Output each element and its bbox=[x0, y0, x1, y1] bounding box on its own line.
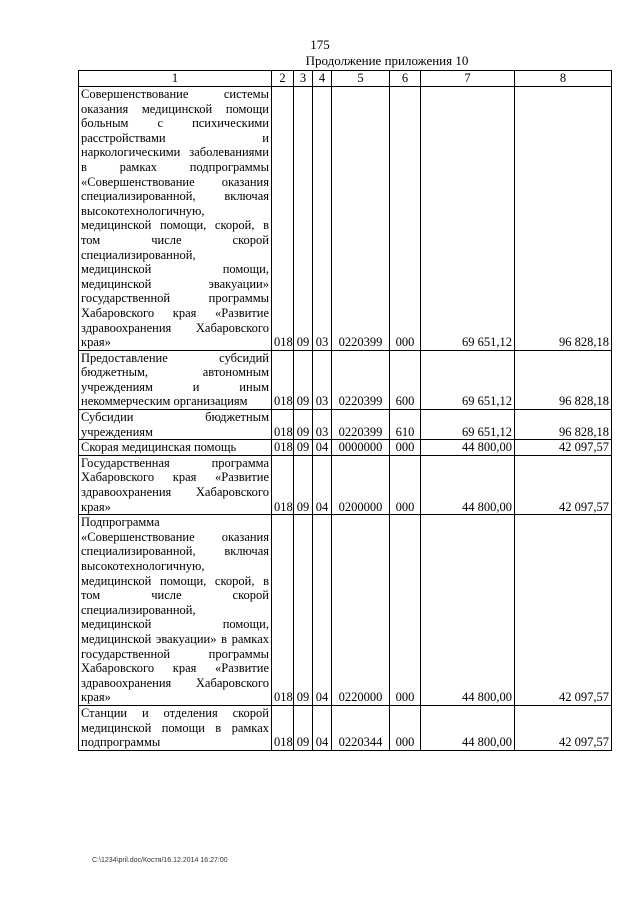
cell-ministry: 018 bbox=[272, 350, 294, 409]
header-col-5: 5 bbox=[332, 71, 390, 87]
cell-amount-2: 42 097,57 bbox=[515, 515, 612, 706]
table-row bbox=[79, 515, 612, 706]
cell-amount-1: 69 651,12 bbox=[421, 350, 515, 409]
cell-amount-2: 96 828,18 bbox=[515, 350, 612, 409]
row-name: Предоставление субсидий бюджетным, автономным учреждениям и иным некоммерческим организациям bbox=[79, 350, 272, 409]
cell-subsection: 04 bbox=[313, 705, 332, 750]
cell-expense-type: 000 bbox=[390, 87, 421, 351]
cell-subsection: 03 bbox=[313, 410, 332, 440]
cell-target-article: 0220399 bbox=[332, 87, 390, 351]
cell-amount-2: 96 828,18 bbox=[515, 87, 612, 351]
cell-target-article: 0220000 bbox=[332, 515, 390, 706]
cell-amount-2: 42 097,57 bbox=[515, 440, 612, 456]
row-name: Совершенствование системы оказания медицинской помощи больным с психическими расстройствами и наркологическими заболеваниями в рамках подпрограммы «Совершенствование оказания специализированной, включая высокотехнологичную, медицинской помощи, скорой, в том числе скорой специализированной, медицинской помощи, медицинской эвакуации» государственной программы Хабаровского края «Развитие здравоохранения Хабаровского края» bbox=[79, 87, 272, 351]
appendix-caption: Продолжение приложения 10 bbox=[305, 53, 469, 68]
cell-amount-2: 42 097,57 bbox=[515, 705, 612, 750]
header-col-8: 8 bbox=[515, 71, 612, 87]
header-col-1: 1 bbox=[79, 71, 272, 87]
header-row bbox=[79, 71, 612, 87]
row-name: Скорая медицинская помощь bbox=[79, 440, 272, 456]
cell-target-article: 0220344 bbox=[332, 705, 390, 750]
table-row bbox=[79, 440, 612, 456]
cell-subsection: 04 bbox=[313, 440, 332, 456]
cell-amount-1: 44 800,00 bbox=[421, 705, 515, 750]
cell-ministry: 018 bbox=[272, 455, 294, 514]
header-col-3: 3 bbox=[294, 71, 313, 87]
cell-section: 09 bbox=[294, 410, 313, 440]
cell-ministry: 018 bbox=[272, 440, 294, 456]
budget-table bbox=[78, 70, 612, 751]
cell-expense-type: 000 bbox=[390, 515, 421, 706]
cell-expense-type: 600 bbox=[390, 350, 421, 409]
cell-section: 09 bbox=[294, 455, 313, 514]
cell-target-article: 0220399 bbox=[332, 350, 390, 409]
cell-amount-2: 42 097,57 bbox=[515, 455, 612, 514]
row-name: Станции и отделения скорой медицинской помощи в рамках подпрограммы bbox=[79, 705, 272, 750]
cell-section: 09 bbox=[294, 87, 313, 351]
cell-target-article: 0220399 bbox=[332, 410, 390, 440]
cell-expense-type: 000 bbox=[390, 455, 421, 514]
table-row bbox=[79, 705, 612, 750]
cell-amount-1: 44 800,00 bbox=[421, 455, 515, 514]
cell-subsection: 03 bbox=[313, 350, 332, 409]
cell-ministry: 018 bbox=[272, 705, 294, 750]
header-col-2: 2 bbox=[272, 71, 294, 87]
cell-amount-2: 96 828,18 bbox=[515, 410, 612, 440]
cell-section: 09 bbox=[294, 515, 313, 706]
row-name: Государственная программа Хабаровского края «Развитие здравоохранения Хабаровского края» bbox=[79, 455, 272, 514]
page-number: 175 bbox=[310, 37, 330, 52]
row-name: Подпрограмма «Совершенствование оказания специализированной, включая высокотехнологичную, медицинской помощи, скорой, в том числе скорой специализированной, медицинской помощи, медицинской эвакуации» в рамках государственной программы Хабаровского края «Развитие здравоохранения Хабаровского края» bbox=[79, 515, 272, 706]
cell-amount-1: 44 800,00 bbox=[421, 440, 515, 456]
table-row bbox=[79, 410, 612, 440]
cell-subsection: 04 bbox=[313, 515, 332, 706]
cell-ministry: 018 bbox=[272, 87, 294, 351]
cell-section: 09 bbox=[294, 350, 313, 409]
cell-target-article: 0000000 bbox=[332, 440, 390, 456]
header-col-4: 4 bbox=[313, 71, 332, 87]
cell-expense-type: 610 bbox=[390, 410, 421, 440]
cell-amount-1: 69 651,12 bbox=[421, 410, 515, 440]
cell-amount-1: 44 800,00 bbox=[421, 515, 515, 706]
file-path-footer: C:\1234\pril.doc/Костя/16.12.2014 16:27:00 bbox=[92, 857, 228, 864]
table-row bbox=[79, 87, 612, 351]
header-col-7: 7 bbox=[421, 71, 515, 87]
table-row bbox=[79, 455, 612, 514]
cell-subsection: 04 bbox=[313, 455, 332, 514]
cell-expense-type: 000 bbox=[390, 440, 421, 456]
header-col-6: 6 bbox=[390, 71, 421, 87]
row-name: Субсидии бюджетным учреждениям bbox=[79, 410, 272, 440]
cell-target-article: 0200000 bbox=[332, 455, 390, 514]
cell-section: 09 bbox=[294, 440, 313, 456]
cell-section: 09 bbox=[294, 705, 313, 750]
cell-subsection: 03 bbox=[313, 87, 332, 351]
cell-ministry: 018 bbox=[272, 515, 294, 706]
table-row bbox=[79, 350, 612, 409]
cell-expense-type: 000 bbox=[390, 705, 421, 750]
cell-amount-1: 69 651,12 bbox=[421, 87, 515, 351]
cell-ministry: 018 bbox=[272, 410, 294, 440]
